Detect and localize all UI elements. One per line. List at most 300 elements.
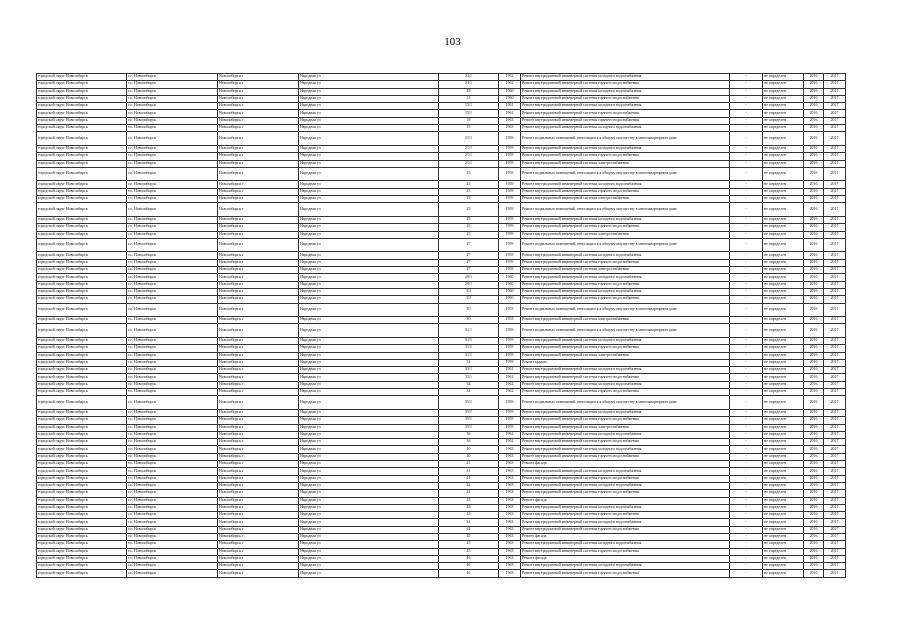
- work-type-cell: Ремонт фасада: [521, 534, 730, 541]
- status-cell: не определен: [763, 196, 804, 203]
- street-cell: Народная ул: [299, 196, 439, 203]
- municipality-cell: г.о. Новосибирск: [127, 145, 218, 152]
- start-year-cell: 2016: [804, 424, 824, 431]
- municipality-cell: г.о. Новосибирск: [127, 417, 218, 424]
- house-number-cell: 43: [439, 497, 499, 504]
- end-year-cell: 2017: [824, 439, 846, 446]
- municipality-cell: г.о. Новосибирск: [127, 461, 218, 468]
- end-year-cell: 2017: [824, 81, 846, 88]
- street-cell: Народная ул: [299, 288, 439, 295]
- settlement-cell: Новосибирск г: [218, 103, 299, 110]
- house-number-cell: 45: [439, 548, 499, 555]
- table-row: [37, 196, 846, 203]
- table-row: [37, 117, 846, 124]
- build-year-cell: 1959: [499, 203, 521, 217]
- status-cell: не определен: [763, 497, 804, 504]
- start-year-cell: 2016: [804, 132, 824, 146]
- placeholder-dash-cell: -: [730, 367, 763, 374]
- municipality-cell: г.о. Новосибирск: [127, 132, 218, 146]
- start-year-cell: 2016: [804, 512, 824, 519]
- end-year-cell: 2017: [824, 103, 846, 110]
- table-row: [37, 417, 846, 424]
- street-cell: Народная ул: [299, 160, 439, 167]
- street-cell: Народная ул: [299, 555, 439, 562]
- street-cell: Народная ул: [299, 367, 439, 374]
- start-year-cell: 2016: [804, 475, 824, 482]
- placeholder-dash-cell: -: [730, 570, 763, 577]
- start-year-cell: 2016: [804, 110, 824, 117]
- okrug-cell: городской округ Новосибирск: [37, 74, 127, 81]
- street-cell: Народная ул: [299, 446, 439, 453]
- work-type-cell: Ремонт внутридомовой инженерной системы холодного водоснабжения: [521, 125, 730, 132]
- placeholder-dash-cell: -: [730, 231, 763, 238]
- table-row: [37, 345, 846, 352]
- okrug-cell: городской округ Новосибирск: [37, 274, 127, 281]
- okrug-cell: городской округ Новосибирск: [37, 446, 127, 453]
- placeholder-dash-cell: -: [730, 259, 763, 266]
- work-type-cell: Ремонт внутридомовой инженерной системы холодного водоснабжения: [521, 367, 730, 374]
- settlement-cell: Новосибирск г: [218, 274, 299, 281]
- okrug-cell: городской округ Новосибирск: [37, 110, 127, 117]
- house-number-cell: 34: [439, 381, 499, 388]
- street-cell: Народная ул: [299, 125, 439, 132]
- municipality-cell: г.о. Новосибирск: [127, 389, 218, 396]
- start-year-cell: 2016: [804, 497, 824, 504]
- municipality-cell: г.о. Новосибирск: [127, 216, 218, 223]
- status-cell: не определен: [763, 389, 804, 396]
- start-year-cell: 2016: [804, 196, 824, 203]
- work-type-cell: Ремонт внутридомовой инженерной системы горячего водоснабжения: [521, 475, 730, 482]
- status-cell: не определен: [763, 145, 804, 152]
- okrug-cell: городской округ Новосибирск: [37, 267, 127, 274]
- okrug-cell: городской округ Новосибирск: [37, 490, 127, 497]
- municipality-cell: г.о. Новосибирск: [127, 563, 218, 570]
- build-year-cell: 1960: [499, 274, 521, 281]
- status-cell: не определен: [763, 274, 804, 281]
- street-cell: Народная ул: [299, 145, 439, 152]
- start-year-cell: 2016: [804, 431, 824, 438]
- status-cell: не определен: [763, 125, 804, 132]
- settlement-cell: Новосибирск г: [218, 203, 299, 217]
- municipality-cell: г.о. Новосибирск: [127, 231, 218, 238]
- settlement-cell: Новосибирск г: [218, 231, 299, 238]
- end-year-cell: 2017: [824, 468, 846, 475]
- build-year-cell: 1959: [499, 337, 521, 344]
- settlement-cell: Новосибирск г: [218, 296, 299, 303]
- table-row: [37, 512, 846, 519]
- table-row: [37, 88, 846, 95]
- table-row: [37, 288, 846, 295]
- status-cell: не определен: [763, 482, 804, 489]
- placeholder-dash-cell: -: [730, 303, 763, 317]
- build-year-cell: 1959: [499, 324, 521, 338]
- okrug-cell: городской округ Новосибирск: [37, 409, 127, 416]
- end-year-cell: 2017: [824, 110, 846, 117]
- municipality-cell: г.о. Новосибирск: [127, 110, 218, 117]
- table-row: [37, 468, 846, 475]
- end-year-cell: 2017: [824, 548, 846, 555]
- municipality-cell: г.о. Новосибирск: [127, 526, 218, 533]
- work-type-cell: Ремонт внутридомовой инженерной системы горячего водоснабжения: [521, 117, 730, 124]
- table-row: [37, 281, 846, 288]
- okrug-cell: городской округ Новосибирск: [37, 337, 127, 344]
- municipality-cell: г.о. Новосибирск: [127, 203, 218, 217]
- end-year-cell: 2017: [824, 359, 846, 366]
- placeholder-dash-cell: -: [730, 117, 763, 124]
- start-year-cell: 2016: [804, 153, 824, 160]
- okrug-cell: городской округ Новосибирск: [37, 281, 127, 288]
- end-year-cell: 2017: [824, 281, 846, 288]
- start-year-cell: 2016: [804, 409, 824, 416]
- end-year-cell: 2017: [824, 303, 846, 317]
- house-number-cell: 13: [439, 88, 499, 95]
- placeholder-dash-cell: -: [730, 281, 763, 288]
- house-number-cell: 46: [439, 563, 499, 570]
- settlement-cell: Новосибирск г: [218, 431, 299, 438]
- settlement-cell: Новосибирск г: [218, 548, 299, 555]
- settlement-cell: Новосибирск г: [218, 267, 299, 274]
- placeholder-dash-cell: -: [730, 352, 763, 359]
- work-type-cell: Ремонт внутридомовой инженерной системы холодного водоснабжения: [521, 504, 730, 511]
- okrug-cell: городской округ Новосибирск: [37, 555, 127, 562]
- settlement-cell: Новосибирск г: [218, 468, 299, 475]
- settlement-cell: Новосибирск г: [218, 396, 299, 410]
- table-row: [37, 324, 846, 338]
- settlement-cell: Новосибирск г: [218, 88, 299, 95]
- house-number-cell: 27: [439, 252, 499, 259]
- work-type-cell: Ремонт внутридомовой инженерной системы холодного водоснабжения: [521, 519, 730, 526]
- build-year-cell: 1963: [499, 570, 521, 577]
- status-cell: не определен: [763, 555, 804, 562]
- work-type-cell: Ремонт внутридомовой инженерной системы холодного водоснабжения: [521, 103, 730, 110]
- street-cell: Народная ул: [299, 117, 439, 124]
- municipality-cell: г.о. Новосибирск: [127, 519, 218, 526]
- municipality-cell: г.о. Новосибирск: [127, 181, 218, 188]
- street-cell: Народная ул: [299, 534, 439, 541]
- street-cell: Народная ул: [299, 563, 439, 570]
- street-cell: Народная ул: [299, 267, 439, 274]
- status-cell: не определен: [763, 303, 804, 317]
- house-number-cell: 31/1: [439, 337, 499, 344]
- okrug-cell: городской округ Новосибирск: [37, 541, 127, 548]
- okrug-cell: городской округ Новосибирск: [37, 482, 127, 489]
- placeholder-dash-cell: -: [730, 563, 763, 570]
- end-year-cell: 2017: [824, 196, 846, 203]
- build-year-cell: 1963: [499, 555, 521, 562]
- street-cell: Народная ул: [299, 409, 439, 416]
- okrug-cell: городской округ Новосибирск: [37, 497, 127, 504]
- house-number-cell: 43: [439, 512, 499, 519]
- status-cell: не определен: [763, 224, 804, 231]
- table-row: [37, 504, 846, 511]
- status-cell: не определен: [763, 324, 804, 338]
- table-row: [37, 203, 846, 217]
- end-year-cell: 2017: [824, 181, 846, 188]
- status-cell: не определен: [763, 534, 804, 541]
- house-number-cell: 30: [439, 303, 499, 317]
- status-cell: не определен: [763, 167, 804, 181]
- build-year-cell: 1959: [499, 396, 521, 410]
- status-cell: не определен: [763, 453, 804, 460]
- status-cell: не определен: [763, 526, 804, 533]
- street-cell: Народная ул: [299, 224, 439, 231]
- build-year-cell: 1959: [499, 167, 521, 181]
- municipality-cell: г.о. Новосибирск: [127, 446, 218, 453]
- table-row: [37, 424, 846, 431]
- end-year-cell: 2017: [824, 324, 846, 338]
- street-cell: Народная ул: [299, 74, 439, 81]
- settlement-cell: Новосибирск г: [218, 490, 299, 497]
- placeholder-dash-cell: -: [730, 95, 763, 102]
- okrug-cell: городской округ Новосибирск: [37, 125, 127, 132]
- work-type-cell: Ремонт внутридомовой инженерной системы горячего водоснабжения: [521, 570, 730, 577]
- municipality-cell: г.о. Новосибирск: [127, 281, 218, 288]
- settlement-cell: Новосибирск г: [218, 389, 299, 396]
- table-row: [37, 555, 846, 562]
- table-row: [37, 453, 846, 460]
- municipality-cell: г.о. Новосибирск: [127, 337, 218, 344]
- okrug-cell: городской округ Новосибирск: [37, 181, 127, 188]
- status-cell: не определен: [763, 188, 804, 195]
- table-row: [37, 359, 846, 366]
- municipality-cell: г.о. Новосибирск: [127, 288, 218, 295]
- house-number-cell: 27: [439, 238, 499, 252]
- placeholder-dash-cell: -: [730, 88, 763, 95]
- settlement-cell: Новосибирск г: [218, 555, 299, 562]
- start-year-cell: 2016: [804, 563, 824, 570]
- house-number-cell: 15/1: [439, 103, 499, 110]
- build-year-cell: 1961: [499, 367, 521, 374]
- house-number-cell: 33/1: [439, 374, 499, 381]
- start-year-cell: 2016: [804, 352, 824, 359]
- build-year-cell: 1963: [499, 526, 521, 533]
- settlement-cell: Новосибирск г: [218, 409, 299, 416]
- table-row: [37, 188, 846, 195]
- end-year-cell: 2017: [824, 216, 846, 223]
- okrug-cell: городской округ Новосибирск: [37, 317, 127, 324]
- house-number-cell: 21/1: [439, 160, 499, 167]
- end-year-cell: 2017: [824, 475, 846, 482]
- street-cell: Народная ул: [299, 352, 439, 359]
- municipality-cell: г.о. Новосибирск: [127, 224, 218, 231]
- house-number-cell: 19: [439, 117, 499, 124]
- end-year-cell: 2017: [824, 238, 846, 252]
- status-cell: не определен: [763, 117, 804, 124]
- okrug-cell: городской округ Новосибирск: [37, 224, 127, 231]
- status-cell: не определен: [763, 396, 804, 410]
- street-cell: Народная ул: [299, 482, 439, 489]
- settlement-cell: Новосибирск г: [218, 374, 299, 381]
- start-year-cell: 2016: [804, 103, 824, 110]
- work-type-cell: Ремонт подвальных помещений, относящихся к общему имуществу в многоквартирном доме: [521, 132, 730, 146]
- build-year-cell: 1961: [499, 103, 521, 110]
- municipality-cell: г.о. Новосибирск: [127, 153, 218, 160]
- build-year-cell: 1960: [499, 281, 521, 288]
- placeholder-dash-cell: -: [730, 103, 763, 110]
- house-number-cell: 35/1: [439, 417, 499, 424]
- table-row: [37, 125, 846, 132]
- table-row: [37, 274, 846, 281]
- placeholder-dash-cell: -: [730, 431, 763, 438]
- status-cell: не определен: [763, 81, 804, 88]
- house-number-cell: 35/1: [439, 409, 499, 416]
- placeholder-dash-cell: -: [730, 345, 763, 352]
- house-number-cell: 35/1: [439, 424, 499, 431]
- start-year-cell: 2016: [804, 303, 824, 317]
- placeholder-dash-cell: -: [730, 181, 763, 188]
- build-year-cell: 1963: [499, 519, 521, 526]
- build-year-cell: 1961: [499, 110, 521, 117]
- street-cell: Народная ул: [299, 453, 439, 460]
- end-year-cell: 2017: [824, 317, 846, 324]
- street-cell: Народная ул: [299, 231, 439, 238]
- settlement-cell: Новосибирск г: [218, 167, 299, 181]
- start-year-cell: 2016: [804, 482, 824, 489]
- street-cell: Народная ул: [299, 324, 439, 338]
- okrug-cell: городской округ Новосибирск: [37, 563, 127, 570]
- house-number-cell: 23: [439, 181, 499, 188]
- placeholder-dash-cell: -: [730, 446, 763, 453]
- settlement-cell: Новосибирск г: [218, 367, 299, 374]
- build-year-cell: 1959: [499, 181, 521, 188]
- work-type-cell: Ремонт фасада: [521, 461, 730, 468]
- end-year-cell: 2017: [824, 482, 846, 489]
- end-year-cell: 2017: [824, 153, 846, 160]
- okrug-cell: городской округ Новосибирск: [37, 431, 127, 438]
- table-row: [37, 303, 846, 317]
- table-row: [37, 145, 846, 152]
- build-year-cell: 1961: [499, 374, 521, 381]
- end-year-cell: 2017: [824, 296, 846, 303]
- settlement-cell: Новосибирск г: [218, 345, 299, 352]
- settlement-cell: Новосибирск г: [218, 259, 299, 266]
- municipality-cell: г.о. Новосибирск: [127, 490, 218, 497]
- municipality-cell: г.о. Новосибирск: [127, 352, 218, 359]
- build-year-cell: 1959: [499, 409, 521, 416]
- end-year-cell: 2017: [824, 453, 846, 460]
- okrug-cell: городской округ Новосибирск: [37, 160, 127, 167]
- settlement-cell: Новосибирск г: [218, 281, 299, 288]
- settlement-cell: Новосибирск г: [218, 188, 299, 195]
- work-type-cell: Ремонт внутридомовой инженерной системы горячего водоснабжения: [521, 345, 730, 352]
- placeholder-dash-cell: -: [730, 196, 763, 203]
- start-year-cell: 2016: [804, 145, 824, 152]
- start-year-cell: 2016: [804, 468, 824, 475]
- okrug-cell: городской округ Новосибирск: [37, 461, 127, 468]
- municipality-cell: г.о. Новосибирск: [127, 512, 218, 519]
- work-type-cell: Ремонт подвальных помещений, относящихся к общему имуществу в многоквартирном доме: [521, 238, 730, 252]
- work-type-cell: Ремонт внутридомовой инженерной системы холодного водоснабжения: [521, 181, 730, 188]
- table-row: [37, 110, 846, 117]
- house-number-cell: 45: [439, 541, 499, 548]
- status-cell: не определен: [763, 367, 804, 374]
- street-cell: Народная ул: [299, 167, 439, 181]
- street-cell: Народная ул: [299, 439, 439, 446]
- repair-schedule-table-wrapper: [36, 73, 845, 578]
- work-type-cell: Ремонт внутридомовой инженерной системы холодного водоснабжения: [521, 145, 730, 152]
- placeholder-dash-cell: -: [730, 461, 763, 468]
- house-number-cell: 29/1: [439, 274, 499, 281]
- end-year-cell: 2017: [824, 367, 846, 374]
- status-cell: не определен: [763, 431, 804, 438]
- municipality-cell: г.о. Новосибирск: [127, 374, 218, 381]
- end-year-cell: 2017: [824, 288, 846, 295]
- end-year-cell: 2017: [824, 512, 846, 519]
- placeholder-dash-cell: -: [730, 417, 763, 424]
- status-cell: не определен: [763, 504, 804, 511]
- status-cell: не определен: [763, 512, 804, 519]
- table-row: [37, 431, 846, 438]
- end-year-cell: 2017: [824, 252, 846, 259]
- placeholder-dash-cell: -: [730, 167, 763, 181]
- start-year-cell: 2016: [804, 188, 824, 195]
- house-number-cell: 42: [439, 482, 499, 489]
- start-year-cell: 2016: [804, 453, 824, 460]
- table-row: [37, 396, 846, 410]
- table-row: [37, 374, 846, 381]
- okrug-cell: городской округ Новосибирск: [37, 231, 127, 238]
- start-year-cell: 2016: [804, 181, 824, 188]
- build-year-cell: 1959: [499, 252, 521, 259]
- settlement-cell: Новосибирск г: [218, 145, 299, 152]
- placeholder-dash-cell: -: [730, 396, 763, 410]
- okrug-cell: городской округ Новосибирск: [37, 259, 127, 266]
- municipality-cell: г.о. Новосибирск: [127, 95, 218, 102]
- status-cell: не определен: [763, 95, 804, 102]
- municipality-cell: г.о. Новосибирск: [127, 439, 218, 446]
- end-year-cell: 2017: [824, 117, 846, 124]
- okrug-cell: городской округ Новосибирск: [37, 345, 127, 352]
- okrug-cell: городской округ Новосибирск: [37, 153, 127, 160]
- settlement-cell: Новосибирск г: [218, 110, 299, 117]
- table-row: [37, 409, 846, 416]
- status-cell: не определен: [763, 110, 804, 117]
- house-number-cell: 44: [439, 526, 499, 533]
- status-cell: не определен: [763, 267, 804, 274]
- end-year-cell: 2017: [824, 145, 846, 152]
- status-cell: не определен: [763, 252, 804, 259]
- table-row: [37, 337, 846, 344]
- work-type-cell: Ремонт внутридомовой инженерной системы горячего водоснабжения: [521, 490, 730, 497]
- build-year-cell: 1963: [499, 504, 521, 511]
- work-type-cell: Ремонт внутридомовой инженерной системы горячего водоснабжения: [521, 95, 730, 102]
- table-row: [37, 296, 846, 303]
- municipality-cell: г.о. Новосибирск: [127, 381, 218, 388]
- municipality-cell: г.о. Новосибирск: [127, 88, 218, 95]
- table-row: [37, 534, 846, 541]
- municipality-cell: г.о. Новосибирск: [127, 274, 218, 281]
- street-cell: Народная ул: [299, 337, 439, 344]
- house-number-cell: 41: [439, 461, 499, 468]
- placeholder-dash-cell: -: [730, 519, 763, 526]
- start-year-cell: 2016: [804, 337, 824, 344]
- settlement-cell: Новосибирск г: [218, 453, 299, 460]
- settlement-cell: Новосибирск г: [218, 482, 299, 489]
- table-row: [37, 548, 846, 555]
- placeholder-dash-cell: -: [730, 274, 763, 281]
- placeholder-dash-cell: -: [730, 153, 763, 160]
- settlement-cell: Новосибирск г: [218, 125, 299, 132]
- start-year-cell: 2016: [804, 274, 824, 281]
- work-type-cell: Ремонт подвальных помещений, относящихся к общему имуществу в многоквартирном доме: [521, 303, 730, 317]
- build-year-cell: 1963: [499, 512, 521, 519]
- municipality-cell: г.о. Новосибирск: [127, 409, 218, 416]
- house-number-cell: 23/1: [439, 81, 499, 88]
- house-number-cell: 40: [439, 453, 499, 460]
- end-year-cell: 2017: [824, 534, 846, 541]
- house-number-cell: 3/2: [439, 288, 499, 295]
- end-year-cell: 2017: [824, 188, 846, 195]
